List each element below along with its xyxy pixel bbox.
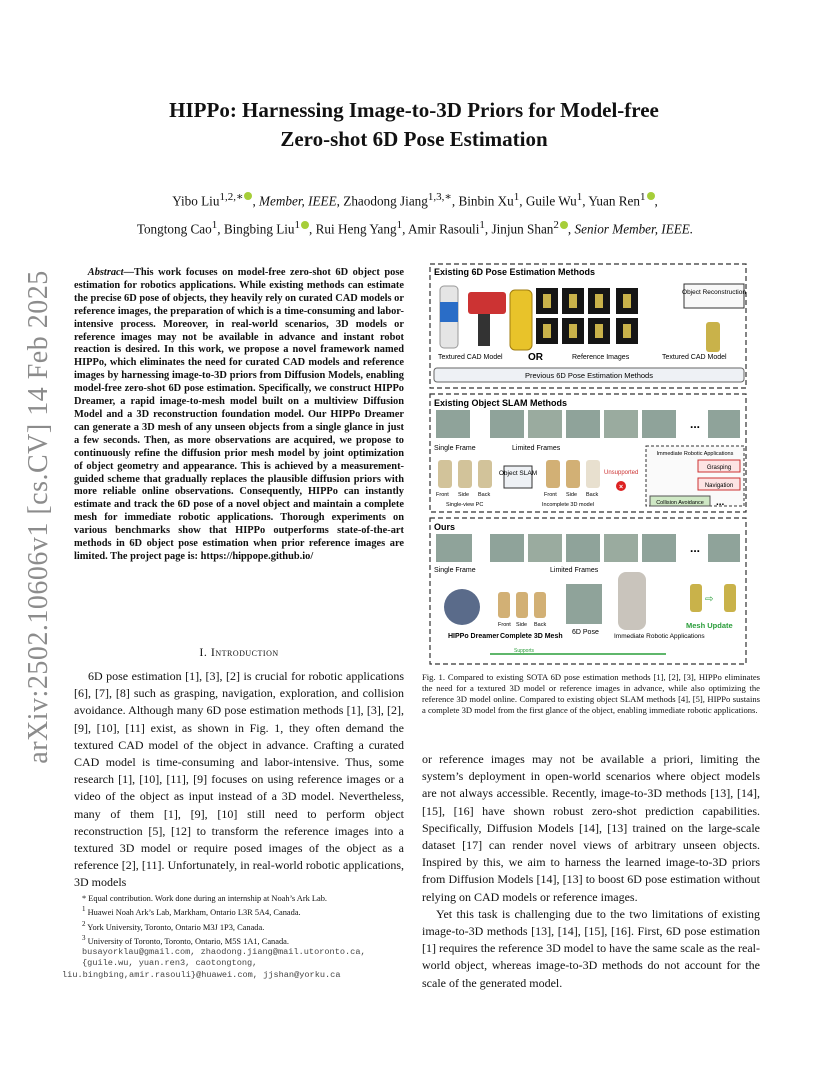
affil-sup: 1 <box>576 191 583 203</box>
member-tag: Member, IEEE <box>259 193 337 209</box>
affil-sup: 2 <box>553 219 559 232</box>
label-side-2: Side <box>566 492 578 498</box>
author-list <box>70 185 760 242</box>
label-hippo-dreamer: HIPPo Dreamer <box>448 633 499 640</box>
author-name: , Binbin Xu <box>451 193 514 209</box>
footnote-3: $^3$ University of Toronto, Toronto, Ontario, M5S 1A1, Canada. <box>82 933 289 946</box>
label-single-frame-2: Single Frame <box>434 567 476 574</box>
label-textured-cad: Textured CAD Model <box>438 354 503 361</box>
abstract: Abstract—This work focuses on model-free zero-shot 6D object pose estimation for robotics applications. While existing methods can estimate the precise 6D pose of objects, they heavily rely on curated CAD models or reference images, the preparation of which is a time-consuming and labor-intensive process. Moreover, in real-world scenarios, 3D models or reference images may not be available in advance and instant robot reaction is desired. In this work, we propose a novel framework named HIPPo, which eliminates the need for curated CAD models and reference images by harnessing image-to-3D priors from Diffusion Models, enabling model-free zero-shot 6D pose estimation. Specifically, we construct HIPPo Dreamer, a rapid image-to-mesh model built on a multiview Diffusion Model and a 3D reconstruction foundation model. Our HIPPo Dreamer can generate a 3D mesh of any unseen objects from a single glance in just a few seconds. Then, as more observations are acquired, we propose to continuously refine the diffusion prior mesh model by joint optimization of object geometry and appearance. This is achieved by a measurement-guided scheme that gradually replaces the plausible diffusion priors with more reliable online observations. Consequently, HIPPo can instantly estimate and track the 6D pose of a novel object and maintain a complete mesh for immediate robotic applications. Thorough experiments on various benchmarks show that HIPPo outperforms state-of-the-art methods in 6D object pose estimation when prior reference images are limited. The project page is: https://hippope.github.io/ <box>74 267 405 562</box>
author-name: , Guile Wu <box>519 193 577 209</box>
label-side: Side <box>458 492 470 498</box>
abstract-text: This work focuses on model-free zero-shot 6D object pose estimation for robotics applications. While existing methods can estimate the precise 6D pose of objects, they heavily rely on curated CAD models or reference images, the preparation of which is a time-consuming and labor-intensive process. Moreover, in real-world scenarios, 3D models or reference images may not be available in advance and instant robot reaction is desired. In this work, we propose a novel framework named HIPPo, which eliminates the need for curated CAD models and reference images by harnessing image-to-3D priors from Diffusion Models, enabling model-free zero-shot 6D pose estimation. Specifically, we construct HIPPo Dreamer, a rapid image-to-mesh model built on a multiview Diffusion Model and a 3D reconstruction foundation model. Our HIPPo Dreamer can generate a 3D mesh of any unseen objects from a single glance in just a few seconds. Then, as more observations are acquired, we propose to continuously refine the diffusion prior mesh model by joint optimization of object geometry and appearance. This is achieved by a measurement-guided scheme that gradually replaces the plausible diffusion priors with more reliable online observations. Consequently, HIPPo can instantly estimate and track the 6D pose of a novel object and maintain a complete mesh for immediate robotic applications. Thorough experiments on various benchmarks show that HIPPo outperforms state-of-the-art methods in 6D object pose estimation when prior reference images are limited. The project page is: https://hippope.github.io/ <box>74 267 405 562</box>
affil-sup: 1,2,∗ <box>219 191 244 203</box>
body-left-column <box>74 668 404 892</box>
paragraph: or reference images may not be available a priori, limiting the system’s deployment in open-world scenarios where object models are not always accessible. Recently, image-to-3D methods [13], [14], [15], [16] have shown robust zero-shot prediction capabilities. Specifically, Diffusion Models [14], [13] trained on the large-scale dataset [17] can render novel views of arbitrary unseen objects. Inspired by this, we aim to harness the learned image-to-3D priors from Diffusion Models [14], [13] to boost 6D pose estimation without relying on CAD models or reference images. <box>422 752 760 904</box>
label-navigation: Navigation <box>704 483 734 489</box>
section-heading: I. Introduction <box>199 645 279 659</box>
drill-image <box>468 292 506 314</box>
affil-sup: 1 <box>513 191 520 203</box>
mustard-image <box>510 290 532 350</box>
arrow-icon: ⇨ <box>705 594 714 605</box>
box2-title: Existing Object SLAM Methods <box>434 398 568 408</box>
label-object-slam: Object SLAM <box>498 470 538 477</box>
affil-sup: 1 <box>211 219 218 232</box>
label-front-2: Front <box>544 492 557 498</box>
author-name: , Amir Rasouli <box>402 221 480 237</box>
author-name: , Zhaodong Jiang <box>336 193 428 209</box>
author-name: Yibo Liu <box>172 193 220 209</box>
title-line-2: Zero-shot 6D Pose Estimation <box>280 127 548 151</box>
label-incomplete-model: Incomplete 3D model <box>542 502 594 508</box>
label-or: OR <box>528 352 543 363</box>
label-front: Front <box>436 492 449 498</box>
ellipsis: ... <box>716 497 725 508</box>
label-obj-recon: Object Reconstruction <box>682 289 746 296</box>
abstract-label: Abstract <box>87 267 124 278</box>
orcid-icon[interactable] <box>560 221 568 229</box>
box1-title: Existing 6D Pose Estimation Methods <box>434 267 596 277</box>
complete-mesh-images <box>498 592 546 618</box>
author-name: , Rui Heng Yang <box>309 221 397 237</box>
email-line[interactable]: liu.bingbing,amir.rasouli}@huawei.com, jjshan@yorku.ca <box>62 969 341 980</box>
author-name: Tongtong Cao <box>136 221 212 237</box>
label-side-3: Side <box>516 622 528 628</box>
affil-sup: 1 <box>396 219 403 232</box>
affil-sup: 1,3,∗ <box>427 191 452 203</box>
paragraph: 6D pose estimation [1], [3], [2] is crucial for robotic applications [6], [7], [8] such as grasping, navigation, exploration, and collision avoidance. Although many 6D pose estimation methods [1], [3], [2], [9], [10], [11] exist, as shown in Fig. 1, they often demand the textured CAD model of the object in advance. Crafting a curated CAD model is time-consuming and labor-intensive. Thus, some research [1], [10], [11], [9] focuses on using reference images or a video of the object as input instead of a 3D model. Nevertheless, many of them [1], [9], [10] still need to perform object reconstruction [5], [12] to transform the reference images into a textured 3D model or require posed images of the object as a reference [2], [11]. Unfortunately, in real-world robotic applications, 3D models <box>74 669 404 890</box>
orcid-icon[interactable] <box>244 192 252 200</box>
label-complete-mesh: Complete 3D Mesh <box>500 633 563 640</box>
affil-sup: 1 <box>640 191 646 203</box>
label-back: Back <box>478 492 491 498</box>
author-line-1: Yibo Liu$^{1,2,∗}$ , Member, IEEE, Zhaodong Jiang$^{1,3,∗}$, Binbin Xu$^1$, Guile Wu$^1$, Yuan Ren$^1$ , <box>172 191 658 209</box>
title-line-1: HIPPo: Harnessing Image-to-3D Priors for Model-free <box>169 98 659 122</box>
hippo-dreamer-image <box>444 589 480 625</box>
mesh-update-after <box>724 584 736 612</box>
affil-sup: 1 <box>294 219 301 232</box>
author-name: , Bingbing Liu <box>217 221 295 237</box>
ellipsis: ... <box>690 417 701 431</box>
footnote-2: $^2$ York University, Toronto, Ontario M3J 1P3, Canada. <box>82 919 265 932</box>
body-right-column <box>422 751 760 992</box>
label-unsupported: Unsupported <box>604 470 639 476</box>
label-back-2: Back <box>586 492 599 498</box>
email-line[interactable]: busayorklau@gmail.com, zhaodong.jiang@mail.utoronto.ca, <box>82 947 366 958</box>
footnote-1: $^1$ Huawei Noah Ark’s Lab, Markham, Ontario L3R 5A4, Canada. <box>82 905 301 918</box>
box3-title: Ours <box>434 522 456 532</box>
label-prev-methods: Previous 6D Pose Estimation Methods <box>525 371 653 380</box>
footnote-text: Huawei Noah Ark’s Lab, Markham, Ontario L3R 5A4, Canada. <box>87 908 301 918</box>
drill-handle <box>478 314 490 346</box>
label-single-frame: Single Frame <box>434 445 476 452</box>
label-limited-frames: Limited Frames <box>512 445 561 452</box>
label-6d-pose: 6D Pose <box>572 629 599 636</box>
label-front-3: Front <box>498 622 511 628</box>
paragraph: Yet this task is challenging due to the two limitations of existing image-to-3D methods [13], [14], [15], [16]. First, 6D pose estimation [1] requires the reference 3D model to have the same scale as the real-world object, whereas image-to-3D methods do not account for the scale of the generated model. <box>422 906 760 990</box>
footnotes <box>62 893 409 981</box>
orcid-icon[interactable] <box>301 221 309 229</box>
ellipsis: ... <box>690 541 701 555</box>
obj-recon-box <box>684 284 744 308</box>
affil-sup: 1 <box>479 219 485 232</box>
label-back-3: Back <box>534 622 547 628</box>
label-reference-images: Reference Images <box>572 354 630 361</box>
label-limited-frames-2: Limited Frames <box>550 567 599 574</box>
orcid-icon[interactable] <box>647 192 655 200</box>
figure-caption: Fig. 1. Compared to existing SOTA 6D pose estimation methods [1], [2], [3], HIPPo eliminates the need for a textured 3D model or reference images in advance, while also optimizing the reference 3D model online. Compared to existing object SLAM methods [4], [5], HIPPo sustains a complete 3D model from the first glance of the object, enabling immediate robotic applications. <box>422 672 760 715</box>
robot-arm-image <box>618 572 646 630</box>
figure-1 <box>428 262 760 666</box>
label-immediate-apps: Immediate Robotic Applications <box>656 451 734 457</box>
label-textured-cad-2: Textured CAD Model <box>662 354 727 361</box>
incomplete-model <box>546 460 600 488</box>
label-mesh-update: Mesh Update <box>686 621 733 630</box>
footnote-equal: * Equal contribution. Work done during an internship at Noah’s Ark Lab. <box>82 894 328 903</box>
author-line-2: Tongtong Cao$^1$, Bingbing Liu$^1$ , Rui Heng Yang$^1$, Amir Rasouli$^1$, Jinjun Shan$^2$ , Senior Member, IEEE. <box>136 219 694 237</box>
label-immediate-apps-2: Immediate Robotic Applications <box>614 633 705 640</box>
reference-images-grid <box>536 288 638 344</box>
label-collision: Collision Avoidance <box>656 500 704 506</box>
label-single-view-pc: Single-view PC <box>446 502 484 508</box>
paper-title <box>0 96 828 154</box>
arxiv-sidebar <box>4 270 74 764</box>
footnote-text: University of Toronto, Toronto, Ontario, M5S 1A1, Canada. <box>87 936 289 946</box>
label-supports: Supports <box>514 648 535 654</box>
arxiv-id: arXiv:2502.10606v1 [cs.CV] 14 Feb 2025 <box>23 270 54 764</box>
cross-icon: × <box>618 484 624 491</box>
author-name: , Yuan Ren <box>582 193 640 209</box>
recon-mesh <box>706 322 720 352</box>
mesh-update-before <box>690 584 702 612</box>
senior-member-tag: Senior Member, IEEE. <box>574 221 694 237</box>
email-line[interactable]: {guile.wu, yuan.ren3, caotongtong, <box>82 958 258 969</box>
pose-image <box>566 584 602 624</box>
footnote-text: York University, Toronto, Ontario M3J 1P3, Canada. <box>87 922 265 932</box>
bottle-label <box>440 302 458 322</box>
label-grasping: Grasping <box>706 465 732 471</box>
author-name: , Jinjun Shan <box>484 221 554 237</box>
single-view-pc <box>438 460 492 488</box>
